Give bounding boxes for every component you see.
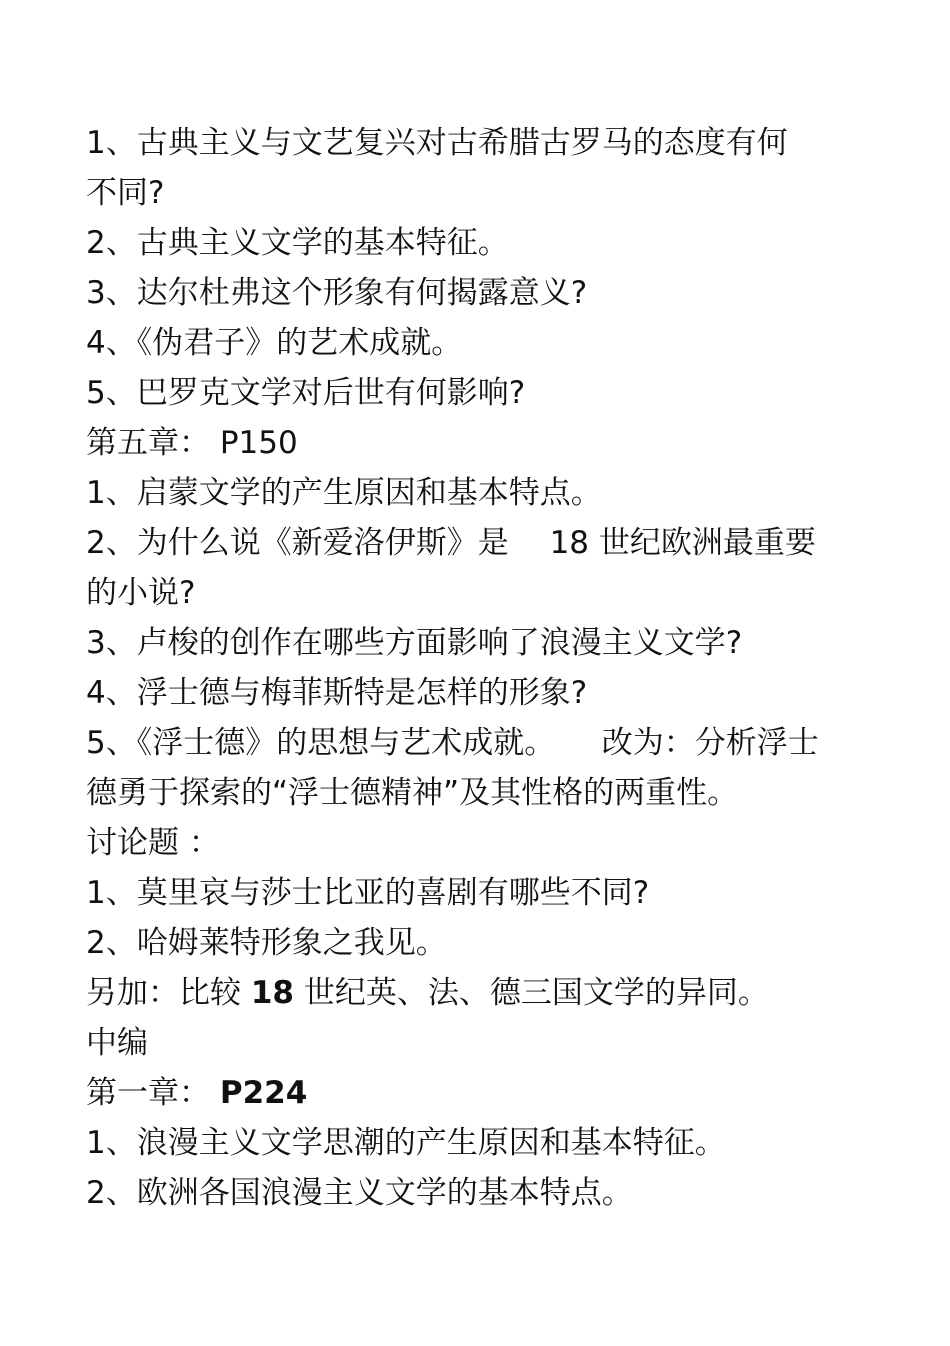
text-segment: 另加：比较 xyxy=(86,975,251,1011)
chapter-heading: 第五章： P150 xyxy=(86,425,298,461)
question-line: 德勇于探索的“浮士德精神”及其性格的两重性。 xyxy=(86,775,739,811)
text-segment: 第一章： xyxy=(86,1075,220,1111)
question-line: 2、欧洲各国浪漫主义文学的基本特点。 xyxy=(86,1175,633,1211)
question-line: 4、浮士德与梅菲斯特是怎样的形象? xyxy=(86,675,588,711)
question-line: 5、巴罗克文学对后世有何影响? xyxy=(86,375,526,411)
document-body xyxy=(86,118,856,1218)
question-line: 2、为什么说《新爱洛伊斯》是 18 世纪欧洲最重要 xyxy=(86,525,816,561)
question-line: 3、卢梭的创作在哪些方面影响了浪漫主义文学? xyxy=(86,625,743,661)
question-line: 不同? xyxy=(86,175,165,211)
text-segment: 世纪英、法、德三国文学的异同。 xyxy=(294,975,769,1011)
discussion-heading: 讨论题 ： xyxy=(86,825,220,861)
question-line: 的小说? xyxy=(86,575,196,611)
question-line: 1、莫里哀与莎士比亚的喜剧有哪些不同? xyxy=(86,875,650,911)
section-heading: 中编 xyxy=(86,1025,148,1061)
question-line: 2、古典主义文学的基本特征。 xyxy=(86,225,509,261)
chapter-heading xyxy=(86,1068,856,1118)
question-line: 4、《伪君子》的艺术成就。 xyxy=(86,325,463,361)
question-line: 3、达尔杜弗这个形象有何揭露意义? xyxy=(86,275,588,311)
extra-question-line xyxy=(86,968,856,1018)
bold-number: 18 xyxy=(250,975,294,1011)
question-line: 1、启蒙文学的产生原因和基本特点。 xyxy=(86,475,602,511)
question-line: 2、哈姆莱特形象之我见。 xyxy=(86,925,447,961)
question-line: 1、古典主义与文艺复兴对古希腊古罗马的态度有何 xyxy=(86,125,788,161)
bold-page-number: P224 xyxy=(219,1075,308,1111)
question-line: 5、《浮士德》的思想与艺术成就。 改为：分析浮士 xyxy=(86,725,819,761)
question-line: 1、浪漫主义文学思潮的产生原因和基本特征。 xyxy=(86,1125,726,1161)
